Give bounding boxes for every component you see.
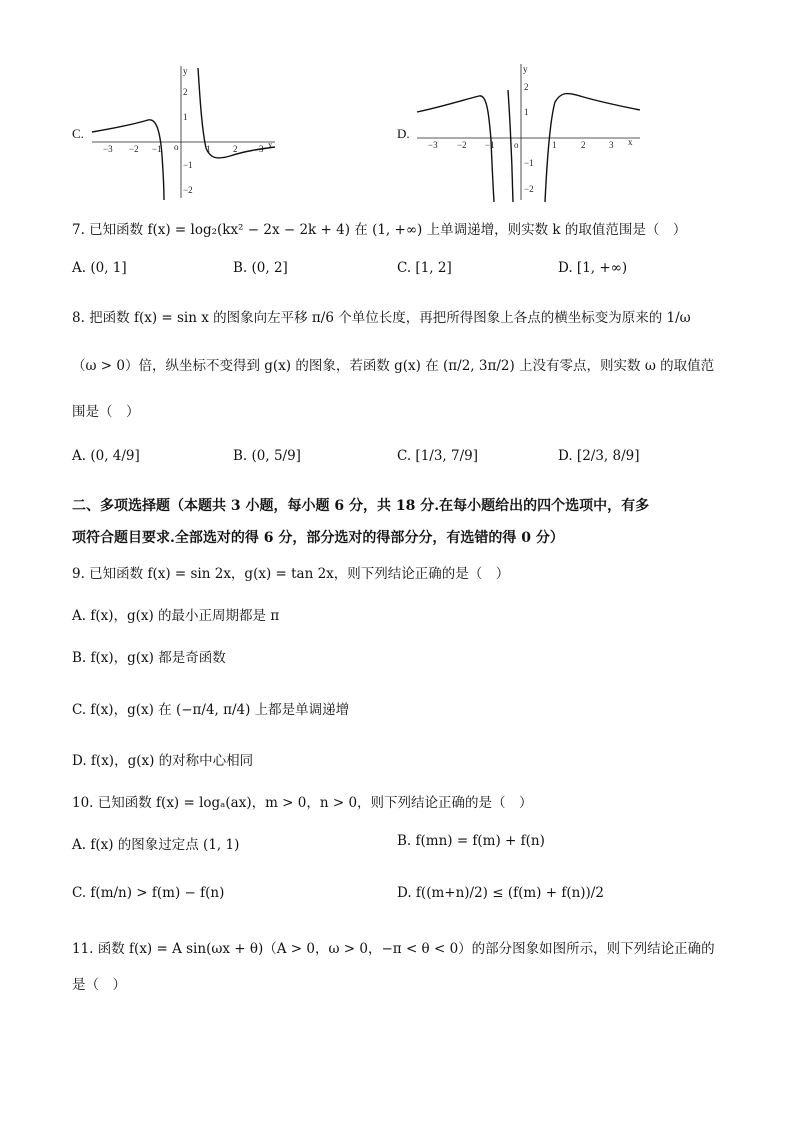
q9-option-c: C. f(x)，g(x) 在 (−π/4, π/4) 上都是单调递增 (72, 702, 350, 718)
graph-d-ytick: −2 (524, 184, 534, 194)
q10-stem: 10. 已知函数 f(x) = logₐ(ax)，m > 0，n > 0，则下列结论正确的是（ ） (72, 795, 533, 811)
q7-option-d: D. [1, +∞) (558, 260, 628, 276)
graph-c-ytick: −1 (183, 160, 193, 170)
graph-d-x-label: x (628, 137, 633, 147)
graph-c-ytick: −2 (183, 185, 193, 195)
graph-d-label: D. (397, 126, 410, 141)
section2-heading-line1: 二、多项选择题（本题共 3 小题，每小题 6 分，共 18 分.在每小题给出的四个选项中，有多 (72, 498, 650, 514)
graph-c-xtick: −1 (152, 144, 162, 154)
q8-option-a: A. (0, 4/9] (72, 448, 140, 464)
graph-d-ytick: 1 (524, 107, 529, 117)
q7-option-c: C. [1, 2] (397, 260, 452, 276)
q8-option-b: B. (0, 5/9] (233, 448, 301, 464)
graph-d-y-label: y (523, 64, 528, 74)
graph-d (395, 60, 645, 205)
graph-c-xtick: 2 (233, 144, 238, 154)
graph-c-x-label: x (268, 140, 273, 150)
q10-option-c: C. f(m/n) > f(m) − f(n) (72, 885, 225, 901)
q8-option-d: D. [2/3, 8/9] (558, 448, 640, 464)
graph-c-origin: o (174, 142, 179, 152)
q8-stem-line1: 8. 把函数 f(x) = sin x 的图象向左平移 π/6 个单位长度，再把所得图象上各点的横坐标变为原来的 1/ω (72, 310, 691, 326)
q10-option-d: D. f((m+n)/2) ≤ (f(m) + f(n))/2 (397, 885, 604, 901)
graph-c-ytick: 2 (183, 87, 188, 97)
q9-option-a: A. f(x)，g(x) 的最小正周期都是 π (72, 608, 280, 624)
q8-option-c: C. [1/3, 7/9] (397, 448, 478, 464)
q7-option-b: B. (0, 2] (233, 260, 288, 276)
q10-option-a: A. f(x) 的图象过定点 (1, 1) (72, 837, 240, 853)
section2-heading-line2: 项符合题目要求.全部选对的得 6 分，部分选对的得部分分，有选错的得 0 分） (72, 530, 564, 546)
q9-option-d: D. f(x)，g(x) 的对称中心相同 (72, 753, 254, 769)
graph-c-xtick: −2 (129, 144, 139, 154)
graph-c-ytick: 1 (183, 112, 188, 122)
graph-d-xtick: −2 (457, 140, 467, 150)
q8-stem-line3: 围是（ ） (72, 404, 140, 420)
q8-stem-line2: （ω > 0）倍，纵坐标不变得到 g(x) 的图象，若函数 g(x) 在 (π/2, 3π/2) 上没有零点，则实数 ω 的取值范 (72, 358, 715, 374)
graph-c-curve-left (92, 120, 164, 200)
q7-stem: 7. 已知函数 f(x) = log₂(kx² − 2x − 2k + 4) 在 (1, +∞) 上单调递增，则实数 k 的取值范围是（ ） (72, 222, 687, 238)
graph-c-xtick: 1 (206, 144, 211, 154)
graph-d-xtick: −1 (485, 140, 495, 150)
graph-d-xtick: 1 (552, 140, 557, 150)
q7-option-a: A. (0, 1] (72, 260, 127, 276)
graph-d-curve-right (545, 94, 640, 202)
graph-d-ytick: −1 (524, 158, 534, 168)
graph-c-xtick: −3 (103, 144, 113, 154)
graph-c-y-label: y (183, 66, 188, 76)
q11-stem-line2: 是（ ） (72, 977, 126, 993)
graph-d-xtick: −3 (428, 140, 438, 150)
graph-d-ytick: 2 (524, 82, 529, 92)
q10-option-b: B. f(mn) = f(m) + f(n) (397, 833, 545, 849)
graph-c (70, 60, 290, 205)
graph-c-label: C. (72, 126, 84, 141)
graph-d-origin: o (514, 140, 519, 150)
graph-d-curve-mid (508, 90, 513, 202)
graph-c-xtick: 3 (259, 144, 264, 154)
q9-stem: 9. 已知函数 f(x) = sin 2x，g(x) = tan 2x，则下列结论正确的是（ ） (72, 566, 510, 582)
q11-stem-line1: 11. 函数 f(x) = A sin(ωx + θ)（A > 0，ω > 0，−π < θ < 0）的部分图象如图所示，则下列结论正确的 (72, 941, 715, 957)
graph-d-xtick: 3 (609, 140, 614, 150)
graph-d-xtick: 2 (581, 140, 586, 150)
q9-option-b: B. f(x)，g(x) 都是奇函数 (72, 650, 226, 666)
